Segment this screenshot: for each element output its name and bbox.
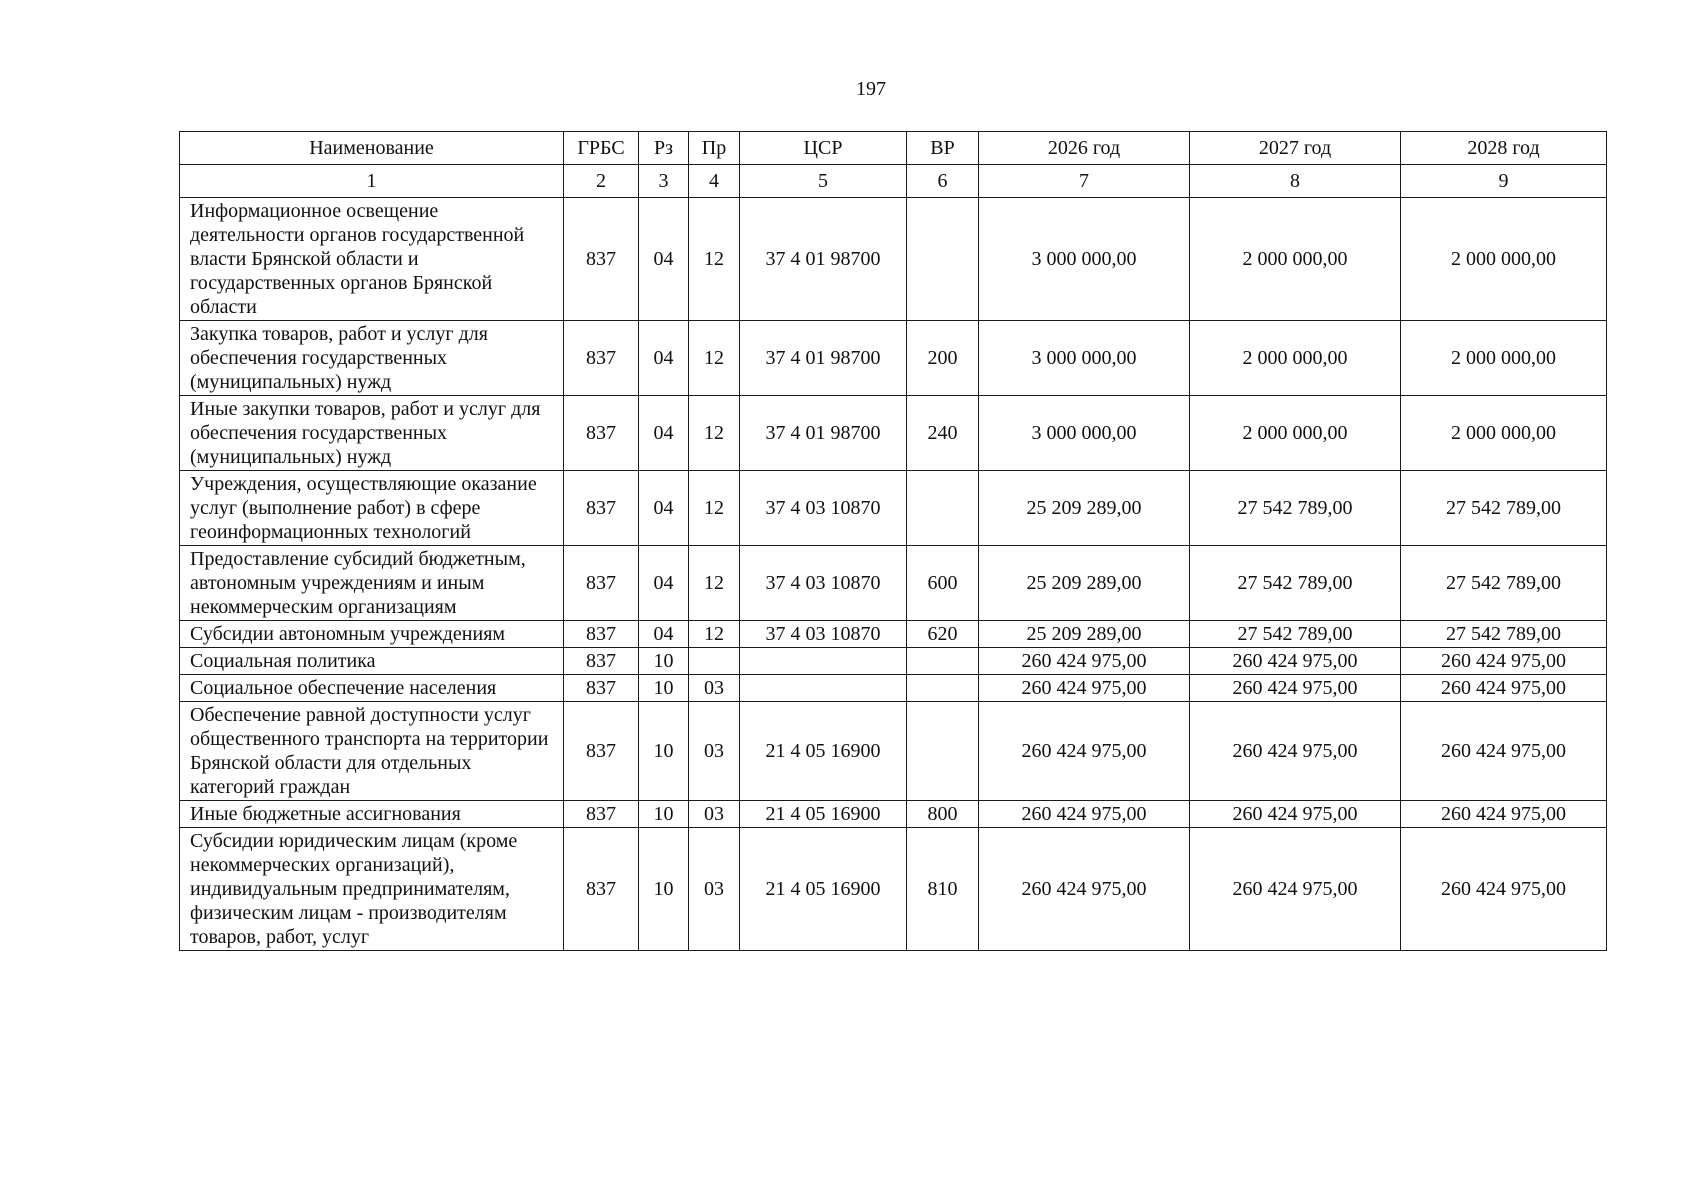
row-rz: 04 [639, 396, 689, 471]
row-name: Иные бюджетные ассигнования [180, 801, 564, 828]
row-name: Обеспечение равной доступности услуг общественного транспорта на территории Брянской области для отдельных категорий граждан [180, 702, 564, 801]
header-csr: ЦСР [740, 132, 907, 165]
row-pr [689, 648, 740, 675]
row-pr: 12 [689, 621, 740, 648]
row-csr: 37 4 01 98700 [740, 198, 907, 321]
header-grbs: ГРБС [564, 132, 639, 165]
row-amount-2027: 2 000 000,00 [1190, 198, 1401, 321]
row-amount-2026: 260 424 975,00 [979, 675, 1190, 702]
row-grbs: 837 [564, 396, 639, 471]
table-row [180, 648, 1607, 675]
row-amount-2026: 260 424 975,00 [979, 828, 1190, 951]
row-amount-2028: 27 542 789,00 [1401, 546, 1607, 621]
row-amount-2028: 260 424 975,00 [1401, 801, 1607, 828]
row-amount-2028: 27 542 789,00 [1401, 471, 1607, 546]
row-pr: 12 [689, 546, 740, 621]
row-amount-2028: 260 424 975,00 [1401, 675, 1607, 702]
table-row [180, 801, 1607, 828]
column-number: 1 [180, 165, 564, 198]
header-vr: ВР [907, 132, 979, 165]
row-grbs: 837 [564, 648, 639, 675]
header-rz: Рз [639, 132, 689, 165]
table-row [180, 321, 1607, 396]
row-vr: 620 [907, 621, 979, 648]
header-pr: Пр [689, 132, 740, 165]
row-rz: 10 [639, 648, 689, 675]
row-vr [907, 675, 979, 702]
column-number: 6 [907, 165, 979, 198]
row-amount-2027: 2 000 000,00 [1190, 321, 1401, 396]
row-name: Информационное освещение деятельности органов государственной власти Брянской области и государственных органов Брянской области [180, 198, 564, 321]
row-amount-2028: 2 000 000,00 [1401, 198, 1607, 321]
row-grbs: 837 [564, 801, 639, 828]
column-number: 9 [1401, 165, 1607, 198]
row-csr: 37 4 01 98700 [740, 321, 907, 396]
row-csr: 21 4 05 16900 [740, 801, 907, 828]
row-csr: 37 4 03 10870 [740, 471, 907, 546]
row-rz: 04 [639, 471, 689, 546]
row-pr: 12 [689, 471, 740, 546]
column-number: 3 [639, 165, 689, 198]
column-number: 4 [689, 165, 740, 198]
row-name: Социальное обеспечение населения [180, 675, 564, 702]
row-amount-2027: 260 424 975,00 [1190, 801, 1401, 828]
row-vr: 200 [907, 321, 979, 396]
row-amount-2027: 260 424 975,00 [1190, 828, 1401, 951]
row-amount-2028: 260 424 975,00 [1401, 702, 1607, 801]
row-amount-2028: 260 424 975,00 [1401, 648, 1607, 675]
row-rz: 04 [639, 546, 689, 621]
row-vr [907, 648, 979, 675]
row-rz: 10 [639, 702, 689, 801]
row-name: Иные закупки товаров, работ и услуг для обеспечения государственных (муниципальных) нужд [180, 396, 564, 471]
row-pr: 12 [689, 396, 740, 471]
row-grbs: 837 [564, 621, 639, 648]
row-pr: 03 [689, 828, 740, 951]
row-amount-2026: 25 209 289,00 [979, 471, 1190, 546]
row-csr: 37 4 03 10870 [740, 621, 907, 648]
budget-table [179, 131, 1607, 951]
row-amount-2027: 260 424 975,00 [1190, 675, 1401, 702]
row-vr [907, 702, 979, 801]
header-year-2026: 2026 год [979, 132, 1190, 165]
row-pr: 12 [689, 321, 740, 396]
table-row [180, 396, 1607, 471]
header-year-2028: 2028 год [1401, 132, 1607, 165]
row-name: Субсидии автономным учреждениям [180, 621, 564, 648]
row-csr: 37 4 03 10870 [740, 546, 907, 621]
row-amount-2028: 27 542 789,00 [1401, 621, 1607, 648]
column-number: 8 [1190, 165, 1401, 198]
row-pr: 03 [689, 801, 740, 828]
table-row [180, 828, 1607, 951]
row-vr: 800 [907, 801, 979, 828]
table-header-row [180, 132, 1607, 165]
row-grbs: 837 [564, 675, 639, 702]
row-amount-2027: 260 424 975,00 [1190, 702, 1401, 801]
header-name: Наименование [180, 132, 564, 165]
row-amount-2027: 2 000 000,00 [1190, 396, 1401, 471]
row-name: Субсидии юридическим лицам (кроме некоммерческих организаций), индивидуальным предпринимателям, физическим лицам - производителям товаров, работ, услуг [180, 828, 564, 951]
row-amount-2026: 260 424 975,00 [979, 702, 1190, 801]
row-grbs: 837 [564, 321, 639, 396]
row-grbs: 837 [564, 546, 639, 621]
row-amount-2028: 2 000 000,00 [1401, 321, 1607, 396]
row-grbs: 837 [564, 702, 639, 801]
row-amount-2027: 27 542 789,00 [1190, 471, 1401, 546]
row-name: Предоставление субсидий бюджетным, автономным учреждениям и иным некоммерческим организациям [180, 546, 564, 621]
row-amount-2027: 260 424 975,00 [1190, 648, 1401, 675]
row-vr: 810 [907, 828, 979, 951]
row-amount-2027: 27 542 789,00 [1190, 621, 1401, 648]
table-row [180, 621, 1607, 648]
column-number: 2 [564, 165, 639, 198]
row-pr: 03 [689, 702, 740, 801]
row-rz: 10 [639, 828, 689, 951]
row-amount-2027: 27 542 789,00 [1190, 546, 1401, 621]
row-vr: 240 [907, 396, 979, 471]
row-amount-2026: 25 209 289,00 [979, 546, 1190, 621]
row-csr: 21 4 05 16900 [740, 828, 907, 951]
row-amount-2026: 3 000 000,00 [979, 396, 1190, 471]
row-amount-2028: 2 000 000,00 [1401, 396, 1607, 471]
row-vr [907, 471, 979, 546]
row-amount-2026: 260 424 975,00 [979, 801, 1190, 828]
row-rz: 04 [639, 621, 689, 648]
row-grbs: 837 [564, 828, 639, 951]
header-year-2027: 2027 год [1190, 132, 1401, 165]
row-amount-2026: 3 000 000,00 [979, 321, 1190, 396]
row-vr [907, 198, 979, 321]
row-name: Закупка товаров, работ и услуг для обеспечения государственных (муниципальных) нужд [180, 321, 564, 396]
row-pr: 03 [689, 675, 740, 702]
row-csr: 37 4 01 98700 [740, 396, 907, 471]
row-vr: 600 [907, 546, 979, 621]
row-rz: 10 [639, 801, 689, 828]
row-amount-2026: 260 424 975,00 [979, 648, 1190, 675]
table-row [180, 702, 1607, 801]
table-row [180, 198, 1607, 321]
row-csr [740, 675, 907, 702]
row-amount-2026: 3 000 000,00 [979, 198, 1190, 321]
row-name: Учреждения, осуществляющие оказание услуг (выполнение работ) в сфере геоинформационных технологий [180, 471, 564, 546]
row-csr [740, 648, 907, 675]
row-pr: 12 [689, 198, 740, 321]
table-row [180, 546, 1607, 621]
row-csr: 21 4 05 16900 [740, 702, 907, 801]
row-grbs: 837 [564, 198, 639, 321]
row-grbs: 837 [564, 471, 639, 546]
table-row [180, 675, 1607, 702]
row-amount-2028: 260 424 975,00 [1401, 828, 1607, 951]
row-rz: 04 [639, 198, 689, 321]
row-rz: 10 [639, 675, 689, 702]
page-number: 197 [856, 78, 886, 100]
table-row [180, 471, 1607, 546]
column-number: 7 [979, 165, 1190, 198]
column-number-row [180, 165, 1607, 198]
row-amount-2026: 25 209 289,00 [979, 621, 1190, 648]
column-number: 5 [740, 165, 907, 198]
row-rz: 04 [639, 321, 689, 396]
row-name: Социальная политика [180, 648, 564, 675]
